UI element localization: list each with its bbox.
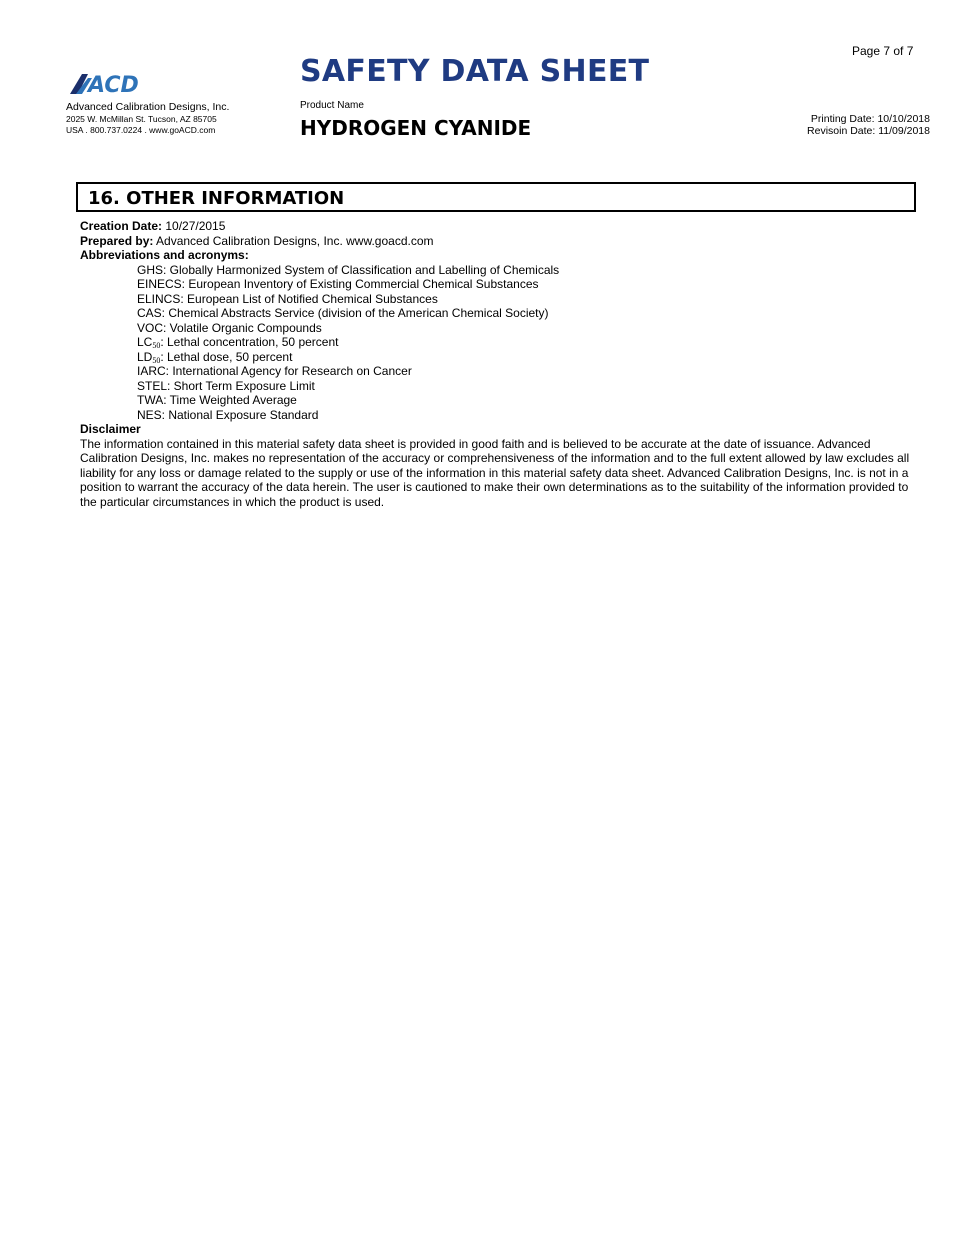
creation-date-row — [80, 219, 920, 234]
company-name: Advanced Calibration Designs, Inc. — [66, 101, 230, 113]
abbrev-iarc: IARC: International Agency for Research on Cancer — [137, 364, 412, 378]
abbrev-einecs: EINECS: European Inventory of Existing Commercial Chemical Substances — [137, 277, 539, 291]
logo-text: ACD — [88, 73, 139, 98]
creation-date-value: 10/27/2015 — [162, 219, 226, 233]
abbrev-ghs: GHS: Globally Harmonized System of Classification and Labelling of Chemicals — [137, 262, 560, 277]
prepared-by-value: Advanced Calibration Designs, Inc. www.goacd.com — [153, 233, 434, 248]
abbreviations-label: Abbreviations and acronyms: — [80, 248, 249, 262]
ld-subscript: 50 — [152, 355, 161, 365]
disclaimer-text: The information contained in this material safety data sheet is provided in good faith and is believed to be accurate at the date of issuance. Advanced Calibration Designs, Inc. makes no representation of the accuracy or comprehensiveness of the information and to the full extent allowed by law excludes all liability for any loss or damage related to the supply or use of the information in this material safety data sheet. Advanced Calibration Designs, Inc. is not in a position to warrant the accuracy of the data herein. The user is cautioned to make their own determinations as to the suitability of the information provided to the particular circumstances in which the product is used. — [80, 436, 910, 509]
ld-text: : Lethal dose, 50 percent — [160, 349, 293, 364]
abbrev-elincs: ELINCS: European List of Notified Chemical Substances — [137, 291, 438, 306]
logo-emblem — [66, 70, 156, 98]
product-name-label: Product Name — [300, 100, 364, 111]
section-header — [76, 182, 916, 212]
abbrev-lc50 — [80, 335, 920, 350]
abbrev-twa: TWA: Time Weighted Average — [137, 393, 297, 407]
disclaimer-label: Disclaimer — [80, 422, 141, 436]
revision-date: Revisoin Date: 11/09/2018 — [807, 125, 930, 137]
company-logo — [66, 70, 156, 98]
lc-subscript: 50 — [152, 341, 161, 350]
document-title: SAFETY DATA SHEET — [300, 54, 650, 89]
lc-text: : Lethal concentration, 50 percent — [160, 335, 339, 349]
abbrev-voc: VOC: Volatile Organic Compounds — [137, 320, 322, 335]
creation-date-label: Creation Date: — [80, 219, 163, 233]
company-address: 2025 W. McMillan St. Tucson, AZ 85705 — [66, 114, 217, 124]
company-contact: USA . 800.737.0224 . www.goACD.com — [66, 125, 216, 135]
lc-prefix: LC — [137, 335, 153, 349]
prepared-by-row — [80, 234, 920, 249]
ld-prefix: LD — [137, 349, 153, 364]
abbrev-cas: CAS: Chemical Abstracts Service (division of the American Chemical Society) — [137, 306, 549, 320]
abbrev-ld50 — [80, 350, 920, 365]
prepared-by-label: Prepared by: — [80, 233, 154, 248]
abbrev-stel: STEL: Short Term Exposure Limit — [137, 378, 315, 393]
abbrev-nes: NES: National Exposure Standard — [137, 407, 319, 422]
product-name: HYDROGEN CYANIDE — [300, 116, 532, 140]
section-content — [80, 219, 920, 509]
section-title: 16. OTHER INFORMATION — [88, 188, 345, 209]
page-number: Page 7 of 7 — [852, 44, 914, 58]
printing-date: Printing Date: 10/10/2018 — [810, 113, 930, 125]
